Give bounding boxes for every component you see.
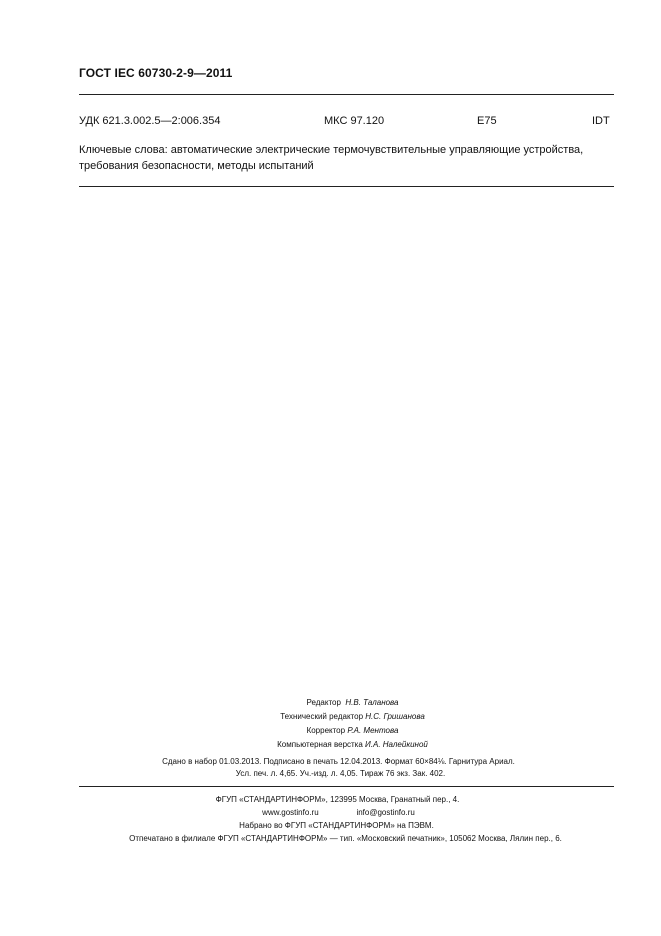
classification-code: E75 (477, 115, 497, 127)
keywords-divider (79, 186, 614, 187)
typeset-note: Набрано во ФГУП «СТАНДАРТИНФОРМ» на ПЭВМ. (239, 821, 434, 830)
udk-code: УДК 621.3.002.5—2:006.354 (79, 115, 221, 127)
corrector-name: Р.А. Ментова (347, 726, 399, 735)
editor-row (0, 696, 661, 710)
corrector-row (0, 724, 661, 738)
publisher-footer (0, 793, 661, 845)
layout-row (0, 738, 661, 752)
layout-role: Компьютерная верстка (277, 740, 363, 749)
layout-name: И.А. Налейкиной (365, 740, 428, 749)
print-info-line2: Усл. печ. л. 4,65. Уч.-изд. л. 4,05. Тираж 76 экз. Зак. 402. (235, 769, 446, 778)
tech-editor-name: Н.С. Гришанова (365, 712, 425, 721)
editor-name: Н.В. Таланова (345, 698, 399, 707)
tech-editor-row (0, 710, 661, 724)
corrector-role: Корректор (306, 726, 346, 735)
print-info-line1: Сдано в набор 01.03.2013. Подписано в печать 12.04.2013. Формат 60×84⅛. Гарнитура Ариал. (162, 757, 515, 766)
footer-divider (79, 786, 614, 787)
keywords-text: Ключевые слова: автоматические электрические термочувствительные управляющие устройства, требования безопасности, методы испытаний (79, 144, 584, 172)
tech-editor-role: Технический редактор (280, 712, 364, 721)
editor-role: Редактор (306, 698, 341, 707)
website-link[interactable]: www.gostinfo.ru (262, 808, 319, 817)
printed-note: Отпечатано в филиале ФГУП «СТАНДАРТИНФОРМ» — тип. «Московский печатник», 105062 Москва, Лялин пер., 6. (129, 834, 562, 843)
email-link[interactable]: info@gostinfo.ru (356, 808, 415, 817)
publisher-address: ФГУП «СТАНДАРТИНФОРМ», 123995 Москва, Гранатный пер., 4. (215, 795, 460, 804)
staff-credits (0, 696, 661, 752)
harmonization-degree: IDT (592, 115, 610, 127)
mks-code: МКС 97.120 (324, 115, 385, 127)
top-divider (79, 94, 614, 95)
standard-title: ГОСТ IEC 60730-2-9—2011 (79, 66, 233, 80)
contacts-row (0, 806, 661, 819)
